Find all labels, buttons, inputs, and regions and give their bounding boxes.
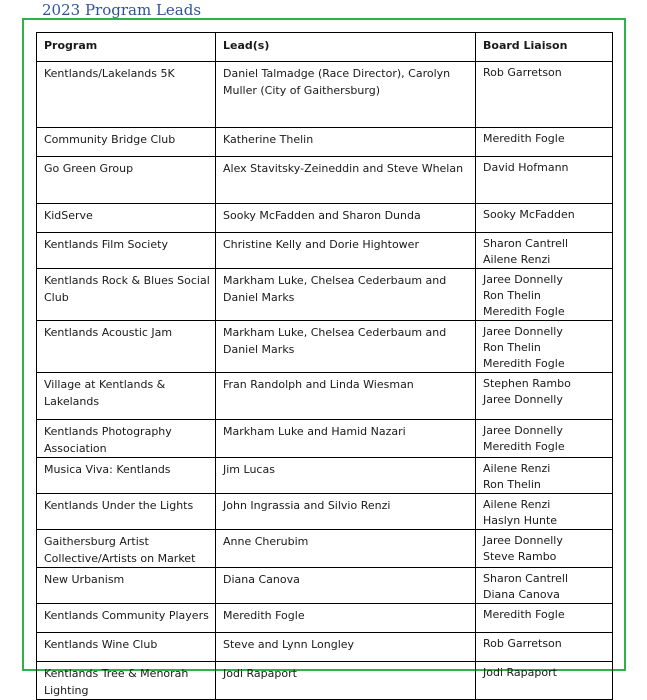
- liaison-name: Ailene Renzi: [483, 462, 551, 475]
- board-liaison-cell: [476, 494, 613, 530]
- board-liaison-cell: [476, 373, 613, 420]
- program-cell: Kentlands Community Players: [37, 604, 216, 633]
- liaison-name: Ailene Renzi: [483, 498, 551, 511]
- program-cell: Musica Viva: Kentlands: [37, 458, 216, 494]
- program-cell: Kentlands Under the Lights: [37, 494, 216, 530]
- board-liaison-cell: [476, 269, 613, 321]
- program-cell: Kentlands/Lakelands 5K: [37, 62, 216, 128]
- liaison-name: Jaree Donnelly: [483, 534, 563, 547]
- table-row: [37, 321, 613, 373]
- table-row: [37, 420, 613, 458]
- program-cell: Kentlands Rock & Blues Social Club: [37, 269, 216, 321]
- board-liaison-cell: [476, 633, 613, 662]
- program-cell: Community Bridge Club: [37, 128, 216, 157]
- leads-cell: Daniel Talmadge (Race Director), Carolyn Muller (City of Gaithersburg): [216, 62, 476, 128]
- header-leads: Lead(s): [216, 33, 476, 62]
- leads-cell: John Ingrassia and Silvio Renzi: [216, 494, 476, 530]
- table-row: [37, 458, 613, 494]
- program-cell: Kentlands Tree & Menorah Lighting: [37, 662, 216, 700]
- table-row: [37, 204, 613, 233]
- liaison-name: Jaree Donnelly: [483, 325, 563, 338]
- program-cell: Kentlands Acoustic Jam: [37, 321, 216, 373]
- header-program: Program: [37, 33, 216, 62]
- liaison-name: Rob Garretson: [483, 637, 562, 650]
- table-row: [37, 633, 613, 662]
- liaison-name: Meredith Fogle: [483, 608, 565, 621]
- header-row: [37, 33, 613, 62]
- leads-cell: Steve and Lynn Longley: [216, 633, 476, 662]
- board-liaison-cell: [476, 568, 613, 604]
- leads-cell: Christine Kelly and Dorie Hightower: [216, 233, 476, 269]
- table-row: [37, 62, 613, 128]
- liaison-name: Haslyn Hunte: [483, 514, 558, 527]
- liaison-name: Sooky McFadden: [483, 208, 575, 221]
- leads-cell: Katherine Thelin: [216, 128, 476, 157]
- table-body: [37, 62, 613, 700]
- liaison-name: Stephen Rambo: [483, 377, 571, 390]
- header-board-liaison: Board Liaison: [476, 33, 613, 62]
- leads-cell: Markham Luke, Chelsea Cederbaum and Daniel Marks: [216, 269, 476, 321]
- program-cell: Kentlands Wine Club: [37, 633, 216, 662]
- board-liaison-cell: [476, 458, 613, 494]
- board-liaison-cell: [476, 420, 613, 458]
- leads-cell: Jodi Rapaport: [216, 662, 476, 700]
- leads-cell: Markham Luke, Chelsea Cederbaum and Daniel Marks: [216, 321, 476, 373]
- liaison-name: David Hofmann: [483, 161, 569, 174]
- liaison-name: Ron Thelin: [483, 289, 541, 302]
- table-row: [37, 233, 613, 269]
- table-row: [37, 604, 613, 633]
- table-row: [37, 530, 613, 568]
- board-liaison-cell: [476, 604, 613, 633]
- liaison-name: Meredith Fogle: [483, 305, 565, 318]
- program-leads-table: [36, 32, 613, 700]
- liaison-name: Jaree Donnelly: [483, 273, 563, 286]
- program-cell: Village at Kentlands & Lakelands: [37, 373, 216, 420]
- leads-cell: Diana Canova: [216, 568, 476, 604]
- program-cell: Kentlands Film Society: [37, 233, 216, 269]
- liaison-name: Jaree Donnelly: [483, 424, 563, 437]
- program-cell: Gaithersburg Artist Collective/Artists on Market: [37, 530, 216, 568]
- liaison-name: Meredith Fogle: [483, 132, 565, 145]
- program-cell: Go Green Group: [37, 157, 216, 204]
- table-row: [37, 494, 613, 530]
- liaison-name: Meredith Fogle: [483, 357, 565, 370]
- liaison-name: Ron Thelin: [483, 478, 541, 491]
- liaison-name: Meredith Fogle: [483, 440, 565, 453]
- leads-cell: Jim Lucas: [216, 458, 476, 494]
- board-liaison-cell: [476, 157, 613, 204]
- liaison-name: Rob Garretson: [483, 66, 562, 79]
- liaison-name: Ron Thelin: [483, 341, 541, 354]
- program-cell: Kentlands Photography Association: [37, 420, 216, 458]
- leads-cell: Meredith Fogle: [216, 604, 476, 633]
- board-liaison-cell: [476, 530, 613, 568]
- board-liaison-cell: [476, 204, 613, 233]
- leads-cell: Anne Cherubim: [216, 530, 476, 568]
- page-title: 2023 Program Leads: [42, 1, 202, 19]
- liaison-name: Diana Canova: [483, 588, 560, 601]
- table-row: [37, 128, 613, 157]
- leads-cell: Fran Randolph and Linda Wiesman: [216, 373, 476, 420]
- liaison-name: Sharon Cantrell: [483, 572, 569, 585]
- board-liaison-cell: [476, 128, 613, 157]
- liaison-name: Jodi Rapaport: [483, 666, 557, 679]
- liaison-name: Sharon Cantrell: [483, 237, 569, 250]
- leads-cell: Sooky McFadden and Sharon Dunda: [216, 204, 476, 233]
- leads-cell: Markham Luke and Hamid Nazari: [216, 420, 476, 458]
- table-row: [37, 568, 613, 604]
- table-row: [37, 373, 613, 420]
- table-row: [37, 269, 613, 321]
- board-liaison-cell: [476, 321, 613, 373]
- board-liaison-cell: [476, 233, 613, 269]
- board-liaison-cell: [476, 62, 613, 128]
- liaison-name: Ailene Renzi: [483, 253, 551, 266]
- liaison-name: Steve Rambo: [483, 550, 557, 563]
- table-row: [37, 157, 613, 204]
- program-cell: KidServe: [37, 204, 216, 233]
- leads-cell: Alex Stavitsky-Zeineddin and Steve Whelan: [216, 157, 476, 204]
- liaison-name: Jaree Donnelly: [483, 393, 563, 406]
- program-cell: New Urbanism: [37, 568, 216, 604]
